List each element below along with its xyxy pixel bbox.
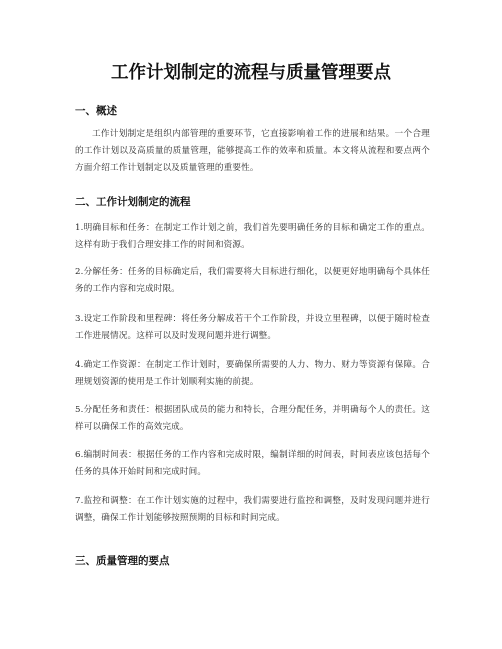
process-step-2: 2.分解任务：任务的目标确定后，我们需要将大目标进行细化，以便更好地明确每个具体任务的工作内容和完成时限。: [75, 267, 430, 294]
process-step-1: 1.明确目标和任务：在制定工作计划之前，我们首先要明确任务的目标和确定工作的重点。这样有助于我们合理安排工作的时间和资源。: [75, 223, 430, 250]
process-step-3: 3.设定工作阶段和里程碑：将任务分解成若干个工作阶段，并设立里程碑，以便于随时检查工作进展情况。这样可以及时发现问题并进行调整。: [75, 314, 430, 341]
process-step-5: 5.分配任务和责任：根据团队成员的能力和特长，合理分配任务，并明确每个人的责任。这样可以确保工作的高效完成。: [75, 405, 430, 432]
section-heading-quality: 三、质量管理的要点: [75, 555, 170, 567]
document-title: 工作计划制定的流程与质量管理要点: [111, 63, 391, 83]
process-step-7: 7.监控和调整：在工作计划实施的过程中，我们需要进行监控和调整，及时发现问题并进行调整，确保工作计划能够按照预期的目标和时间完成。: [75, 496, 430, 523]
overview-paragraph: 工作计划制定是组织内部管理的重要环节，它直接影响着工作的进展和结果。一个合理的工作计划以及高质量的质量管理，能够提高工作的效率和质量。本文将从流程和要点两个方面介绍工作计划制定以及质量管理的重要性。: [75, 129, 430, 173]
section-heading-overview: 一、概述: [75, 105, 117, 117]
process-step-4: 4.确定工作资源：在制定工作计划时，要确保所需要的人力、物力、财力等资源有保障。合理规划资源的使用是工作计划顺利实施的前提。: [75, 360, 430, 387]
section-heading-process: 二、工作计划制定的流程: [75, 196, 191, 208]
process-step-6: 6.编制时间表：根据任务的工作内容和完成时限，编制详细的时间表，时间表应该包括每个任务的具体开始时间和完成时间。: [75, 450, 430, 477]
